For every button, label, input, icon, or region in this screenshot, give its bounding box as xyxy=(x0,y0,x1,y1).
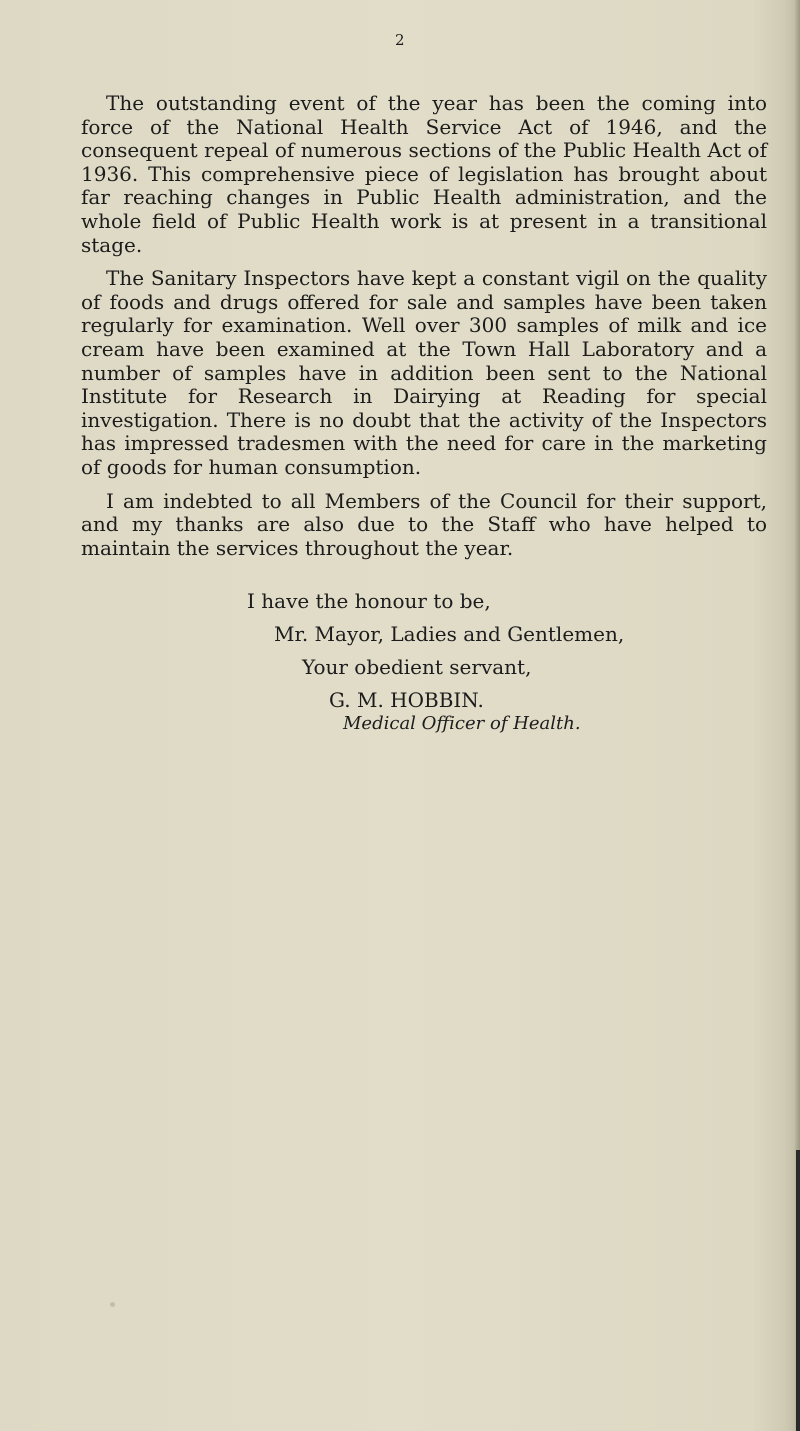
paper-speck xyxy=(110,1302,115,1307)
paragraph-sanitary-inspectors: The Sanitary Inspectors have kept a constant vigil on the quality of foods and drugs offered for sale and samples have been taken regularly for examination. Well over 300 samples of milk and ice cream have been examined at the Town Hall Laboratory and a number of samples have in addition been sent to the National Institute for Research in Dairying at Reading for special investigation. There is no doubt that the activity of the Inspectors has impressed tradesmen with the need for care in the marketing of goods for human consumption. xyxy=(81,266,767,479)
closing-salutation-line: Mr. Mayor, Ladies and Gentlemen, xyxy=(274,622,625,646)
page-edge-dark-strip xyxy=(796,1150,800,1431)
signature-name: G. M. HOBBIN. xyxy=(329,688,484,712)
paragraph-legislation: The outstanding event of the year has been the coming into force of the National Health Service Act of 1946, and the consequent repeal of numerous sections of the Public Health Act of 1936. This comprehensive piece of legislation has brought about far reaching changes in Public Health administration, and the whole field of Public Health work is at present in a transitional stage. xyxy=(81,91,767,257)
letter-closing xyxy=(0,585,800,735)
page-number: 2 xyxy=(394,31,406,49)
report-body xyxy=(81,92,767,570)
paragraph-acknowledgements: I am indebted to all Members of the Council for their support, and my thanks are also due to the Staff who have helped to maintain the services throughout the year. xyxy=(81,488,767,560)
signature-title: Medical Officer of Health. xyxy=(343,713,581,734)
closing-servant-line: Your obedient servant, xyxy=(302,655,532,679)
closing-honour-line: I have the honour to be, xyxy=(247,589,491,613)
